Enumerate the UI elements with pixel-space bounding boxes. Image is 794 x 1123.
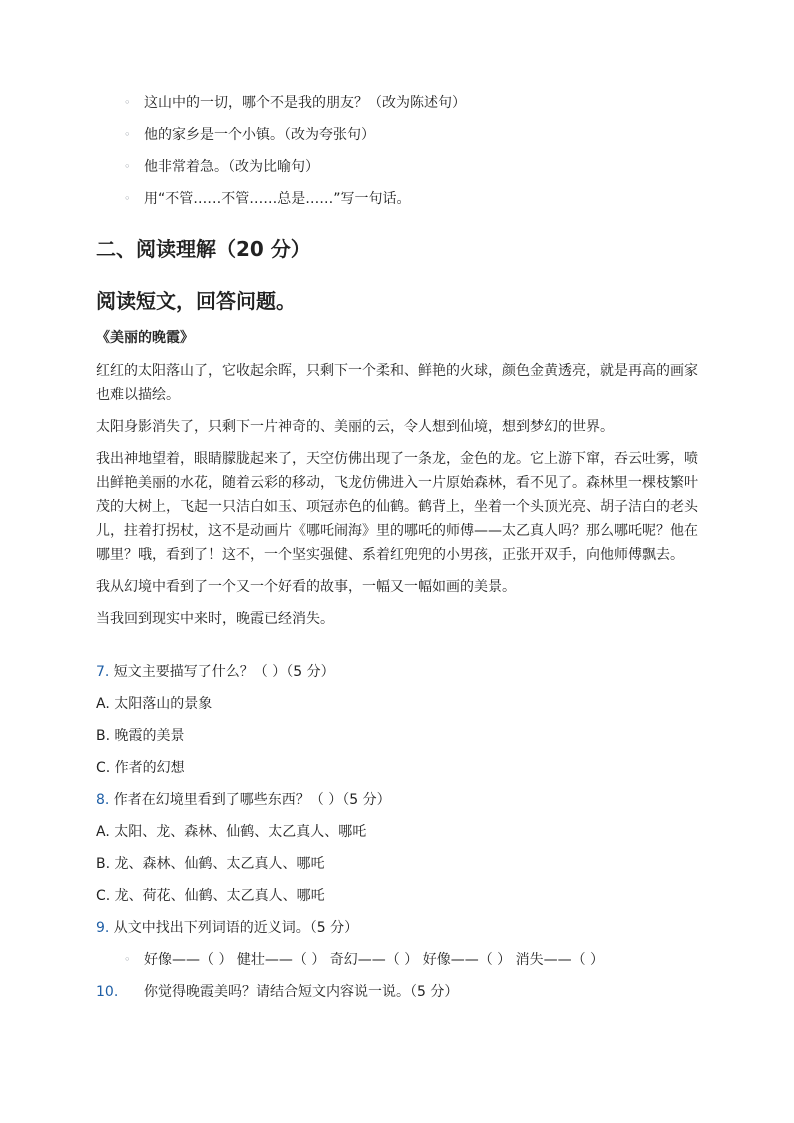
bullet-marker: ◦ bbox=[124, 96, 131, 109]
list-item bbox=[124, 92, 466, 124]
passage-paragraph: 当我回到现实中来时，晚霞已经消失。 bbox=[96, 611, 334, 627]
section-title: 二、阅读理解（20 分） bbox=[96, 237, 311, 261]
question-9 bbox=[96, 917, 716, 949]
list-item bbox=[124, 124, 466, 156]
question-10 bbox=[96, 981, 716, 1013]
passage-title: 《美丽的晚霞》 bbox=[96, 330, 194, 346]
option-b: B. 龙、森林、仙鹤、太乙真人、哪吒 bbox=[96, 856, 325, 872]
bullet-text: 他的家乡是一个小镇。（改为夸张句） bbox=[144, 127, 375, 143]
question-8 bbox=[96, 789, 716, 821]
bullet-marker: ◦ bbox=[124, 953, 131, 966]
question-text: 你觉得晚霞美吗？请结合短文内容说一说。（5 分） bbox=[144, 984, 459, 1000]
list-item bbox=[124, 188, 466, 220]
bullet-text: 他非常着急。（改为比喻句） bbox=[144, 159, 319, 175]
passage-paragraph: 太阳身影消失了，只剩下一片神奇的、美丽的云，令人想到仙境，想到梦幻的世界。 bbox=[96, 419, 614, 435]
reading-passage bbox=[96, 327, 702, 639]
bullet-marker: ◦ bbox=[124, 128, 131, 141]
question-text: 短文主要描写了什么？（ ）（5 分） bbox=[109, 664, 335, 680]
option-b: B. 晚霞的美景 bbox=[96, 728, 185, 744]
bullet-text: 这山中的一切，哪个不是我的朋友？（改为陈述句） bbox=[144, 95, 466, 111]
synonym-blanks bbox=[96, 949, 716, 981]
exercise-bullet-list bbox=[124, 92, 466, 220]
option-a: A. 太阳、龙、森林、仙鹤、太乙真人、哪吒 bbox=[96, 824, 367, 840]
question-number: 9. bbox=[96, 920, 110, 936]
section-subtitle: 阅读短文，回答问题。 bbox=[96, 289, 296, 313]
question-number: 8. bbox=[96, 792, 110, 808]
question-7 bbox=[96, 661, 716, 693]
synonym-blanks-text: 好像——（ ） 健壮——（ ） 奇幻——（ ） 好像——（ ） 消失——（ ） bbox=[144, 952, 605, 968]
bullet-marker: ◦ bbox=[124, 192, 131, 205]
option-a: A. 太阳落山的景象 bbox=[96, 696, 213, 712]
passage-paragraph: 我从幻境中看到了一个又一个好看的故事，一幅又一幅如画的美景。 bbox=[96, 579, 516, 595]
question-number: 10. bbox=[96, 984, 119, 1000]
bullet-text: 用“不管……不管……总是……”写一句话。 bbox=[144, 191, 411, 207]
question-text: 作者在幻境里看到了哪些东西？（ ）（5 分） bbox=[109, 792, 391, 808]
bullet-marker: ◦ bbox=[124, 160, 131, 173]
list-item bbox=[124, 156, 466, 188]
question-number: 7. bbox=[96, 664, 110, 680]
question-list bbox=[96, 661, 716, 1013]
option-c: C. 龙、荷花、仙鹤、太乙真人、哪吒 bbox=[96, 888, 325, 904]
passage-paragraph: 红红的太阳落山了，它收起余晖，只剩下一个柔和、鲜艳的火球，颜色金黄透亮，就是再高的画家也难以描绘。 bbox=[96, 363, 698, 403]
question-text: 从文中找出下列词语的近义词。（5 分） bbox=[109, 920, 359, 936]
passage-paragraph: 我出神地望着，眼睛朦胧起来了，天空仿佛出现了一条龙，金色的龙。它上游下窜，吞云吐雾，喷出鲜艳美丽的水花，随着云彩的移动，飞龙仿佛进入一片原始森林，看不见了。森林里一棵枝繁叶茂的大树上，飞起一只洁白如玉、项冠赤色的仙鹤。鹤背上，坐着一个头顶光亮、胡子洁白的老头儿，拄着打拐杖，这不是动画片《哪吒闹海》里的哪吒的师傅——太乙真人吗？那么哪吒呢？他在哪里？哦，看到了！这不，一个坚实强健、系着红兜兜的小男孩，正张开双手，向他师傅飘去。 bbox=[96, 451, 698, 563]
option-c: C. 作者的幻想 bbox=[96, 760, 185, 776]
